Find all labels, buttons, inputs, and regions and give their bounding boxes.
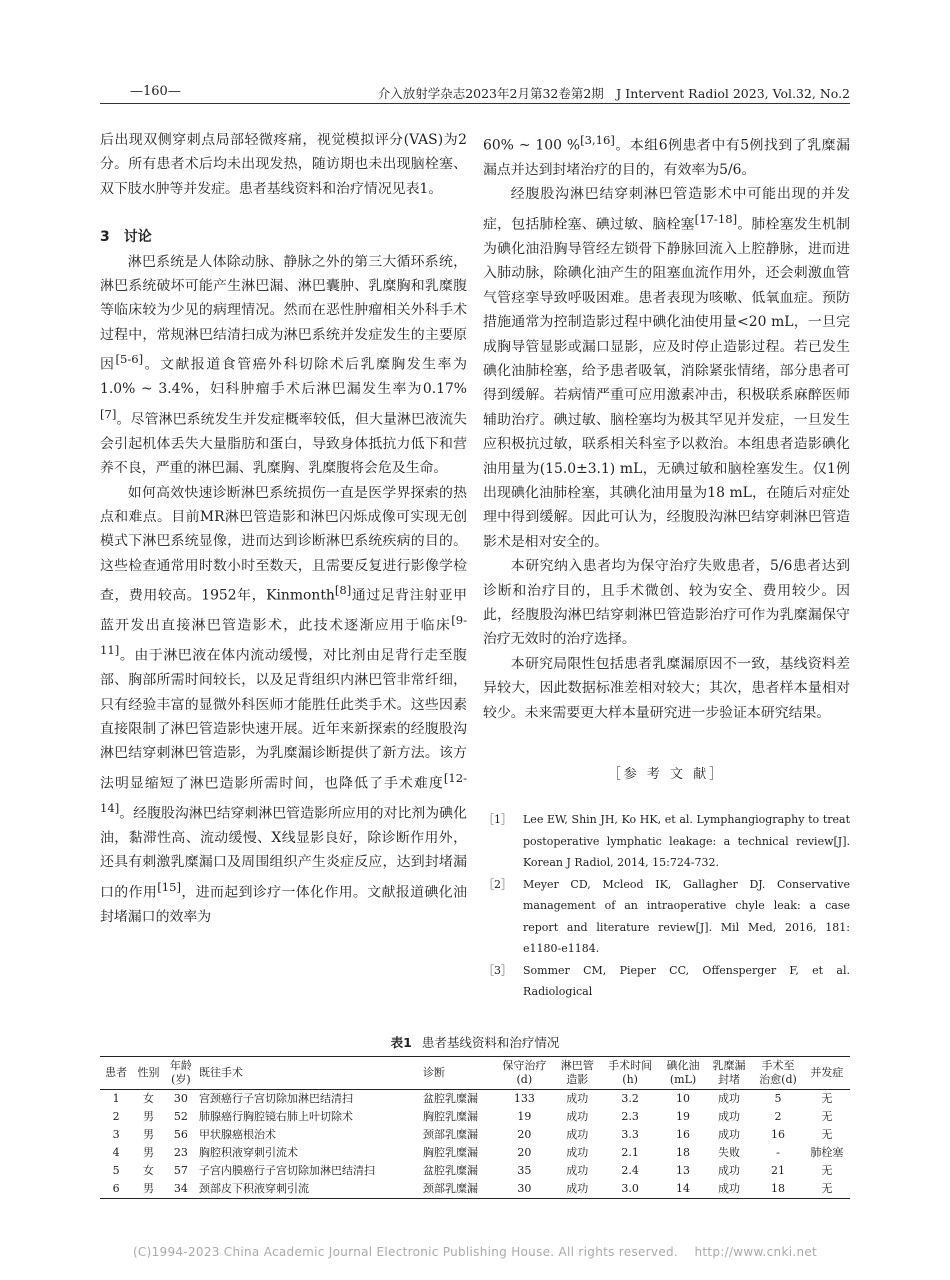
references-heading: ［参 考 文 献］	[607, 767, 726, 782]
section-heading: 3 讨论	[100, 229, 152, 246]
table-cell: 无	[821, 1092, 833, 1105]
table-cell: 成功	[566, 1146, 589, 1159]
table-cell: 2.3	[621, 1110, 639, 1123]
table-cell: 2	[774, 1110, 782, 1123]
table-cell: 5	[112, 1164, 120, 1177]
column-header: 诊断	[421, 1057, 494, 1090]
table-cell: 5	[774, 1092, 782, 1105]
paragraph: 如何高效快速诊断淋巴系统损伤一直是医学界探索的热点和难点。目前MR淋巴管造影和淋巴闪烁成像可实现无创模式下淋巴系统显像，进而达到诊断淋巴系统疾病的目的。这些检查通常用时数小时至数天，且需要反复进行影像学检查，费用较高。1952年，Kinmonth[8]通过足背注射亚甲蓝开发出直接淋巴管造影术，此技术逐渐应用于临床[9-11]。由于淋巴液在体内流动缓慢，对比剂由足背行走至腹部、胸部所需时间较长，以及足背组织内淋巴管非常纤细，只有经验丰富的显微外科医师才能胜任此类手术。这些因素直接限制了淋巴管造影快速开展。近年来新探索的经腹股沟淋巴结穿刺淋巴管造影，为乳糜漏诊断提供了新方法。该方法明显缩短了淋巴造影所需时间，也降低了手术难度[12-14]。经腹股沟淋巴结穿刺淋巴管造影所应用的对比剂为碘化油，黏滞性高、流动缓慢、X线显影良好，除诊断作用外，还具有刺激乳糜漏口及周围组织产生炎症反应，达到封堵漏口的作用[15]，进而起到诊疗一体化作用。文献报道碘化油封堵漏口的效率为	[100, 484, 467, 925]
paragraph: 淋巴系统是人体除动脉、静脉之外的第三大循环系统，淋巴系统破坏可能产生淋巴漏、淋巴囊肿、乳糜胸和乳糜腹等临床较为少见的病理情况。然而在恶性肿瘤相关外科手术过程中，常规淋巴结清扫成为淋巴系统并发症发生的主要原因[5-6]。文献报道食管癌外科切除术后乳糜胸发生率为1.0% ~ 3.4%，妇科肿瘤手术后淋巴漏发生率为0.17%[7]。尽管淋巴系统发生并发症概率较低，但大量淋巴液流失会引起机体丢失大量脂肪和蛋白，导致身体抵抗力低下和营养不良，严重的淋巴漏、乳糜胸、乳糜腹将会危及生命。	[100, 253, 467, 477]
table-cell: 成功	[718, 1110, 741, 1123]
table-cell: 成功	[718, 1092, 741, 1105]
table-cell: 无	[821, 1164, 833, 1177]
reference-text: Meyer CD, Mcleod IK, Gallagher DJ. Conservative management of an intraoperative chyle leak: a case report and literature review[J]. Mil Med, 2016, 181: e1180-e1184.	[523, 877, 850, 956]
table-cell: 胸腔积液穿刺引流术	[199, 1146, 299, 1159]
reference-text: Sommer CM, Pieper CC, Offensperger F, et al. Radiological	[523, 963, 850, 999]
table-cell: 成功	[566, 1128, 589, 1141]
table-cell: 21	[770, 1164, 785, 1177]
citation: [7]	[100, 406, 117, 421]
table-cell: 20	[517, 1128, 532, 1141]
table-cell: 34	[165, 1180, 197, 1199]
citation: [5-6]	[115, 352, 144, 367]
table-cell: 56	[173, 1128, 188, 1141]
column-header: 碘化油 (mL)	[660, 1057, 706, 1090]
table-cell: 16	[676, 1128, 690, 1141]
table-cell: 133	[513, 1092, 535, 1105]
table-row	[100, 1108, 850, 1126]
table-cell: 16	[770, 1128, 785, 1141]
citation: [12-14]	[100, 770, 467, 815]
column-header: 性别	[132, 1057, 164, 1090]
table-cell: 男	[143, 1128, 155, 1141]
table-cell: 52	[173, 1110, 188, 1123]
table-cell: 2.4	[621, 1164, 639, 1177]
table-caption: 表1 患者基线资料和治疗情况	[390, 1035, 560, 1050]
table-cell: 3.2	[621, 1092, 639, 1105]
column-header: 年龄 (岁)	[165, 1057, 197, 1090]
right-column	[483, 128, 850, 1003]
reference-text: Lee EW, Shin JH, Ko HK, et al. Lymphangiography to treat postoperative lymphatic leakage: a technical review[J]. Korean J Radiol, 2014, 15:724-732.	[523, 813, 850, 870]
patient-table	[100, 1056, 850, 1199]
table-cell: 甲状腺癌根治术	[199, 1128, 277, 1141]
table-cell: 30	[173, 1092, 188, 1105]
table-cell: 10	[676, 1092, 690, 1105]
table-cell: 颈部乳糜漏	[421, 1180, 494, 1199]
column-header: 手术时间 (h)	[600, 1057, 660, 1090]
citation: [15]	[157, 879, 181, 894]
table-cell: 57	[173, 1164, 188, 1177]
table-cell: 19	[517, 1110, 532, 1123]
table-cell: 男	[132, 1180, 164, 1199]
left-column	[100, 128, 467, 929]
table-cell: 14	[660, 1180, 706, 1199]
paragraph: 经腹股沟淋巴结穿刺淋巴管造影术中可能出现的并发症，包括肺栓塞、碘过敏、脑栓塞[17-18]。肺栓塞发生机制为碘化油沿胸导管经左锁骨下静脉回流入上腔静脉，进而进入肺动脉，除碘化油产生的阻塞血流作用外，还会刺激血管气管痉挛导致呼吸困难。患者表现为咳嗽、低氧血症。预防措施通常为控制造影过程中碘化油使用量<20 mL，一旦完成胸导管显影或漏口显影，应及时停止造影过程。若已发生碘化油肺栓塞，给予患者吸氧，消除紧张情绪，部分患者可得到缓解。若病情严重可应用激素冲击，积极联系麻醉医师辅助治疗。碘过敏、脑栓塞均为极其罕见并发症，一旦发生应积极抗过敏，联系相关科室予以救治。本组患者造影碘化油用量为(15.0±3.1) mL，无碘过敏和脑栓塞发生。仅1例出现碘化油肺栓塞，其碘化油用量为18 mL，在随后对症处理中得到缓解。因此可认为，经腹股沟淋巴结穿刺淋巴管造影术是相对安全的。	[483, 186, 850, 550]
reference-item	[483, 874, 850, 960]
column-header: 并发症	[804, 1057, 850, 1090]
table-cell: 13	[676, 1164, 690, 1177]
paragraph: 后出现双侧穿刺点局部轻微疼痛，视觉模拟评分(VAS)为2分。所有患者术后均未出现发热，随访期也未出现脑栓塞、双下肢水肿等并发症。患者基线资料和治疗情况见表1。	[100, 132, 467, 197]
column-header: 保守治疗 (d)	[494, 1057, 554, 1090]
paragraph: 60% ~ 100 %[3,16]。本组6例患者中有5例找到了乳糜漏漏点并达到封堵治疗的目的，有效率为5/6。	[483, 133, 850, 179]
table-cell: 女	[143, 1164, 155, 1177]
table-cell: 3.3	[621, 1128, 639, 1141]
table-cell: 18	[752, 1180, 804, 1199]
table-cell: 女	[143, 1092, 155, 1105]
table-cell: 2.1	[621, 1146, 639, 1159]
citation: [8]	[334, 583, 352, 598]
table-cell: 成功	[718, 1164, 741, 1177]
table-cell: 30	[494, 1180, 554, 1199]
column-header: 手术至 治愈(d)	[752, 1057, 804, 1090]
table-cell: 2	[112, 1110, 120, 1123]
table-cell: 胸腔乳糜漏	[423, 1146, 479, 1159]
table-cell: 肺栓塞	[810, 1146, 844, 1159]
reference-item	[483, 809, 850, 874]
paragraph: 本研究纳入患者均为保守治疗失败患者，5/6患者达到诊断和治疗目的，且手术微创、较为安全、费用较少。因此，经腹股沟淋巴结穿刺淋巴管造影治疗可作为乳糜漏保守治疗无效时的治疗选择。	[483, 558, 850, 648]
table-cell: 成功	[566, 1164, 589, 1177]
table-cell: 盆腔乳糜漏	[423, 1092, 479, 1105]
citation: [9-11]	[100, 613, 467, 658]
table-cell: 肺腺癌行胸腔镜右肺上叶切除术	[199, 1110, 354, 1123]
column-header: 患者	[100, 1057, 132, 1090]
table-cell: 6	[100, 1180, 132, 1199]
table-cell: 失败	[718, 1146, 741, 1159]
table-cell: 无	[821, 1128, 833, 1141]
table-cell: 胸腔乳糜漏	[423, 1110, 479, 1123]
table-row	[100, 1162, 850, 1180]
table-cell: 3.0	[600, 1180, 660, 1199]
copyright-footer: (C)1994-2023 China Academic Journal Electronic Publishing House. All rights reserved. http://www.cnki.net	[132, 1245, 818, 1259]
table-cell: 成功	[718, 1128, 741, 1141]
table-cell: 19	[676, 1110, 690, 1123]
table-cell: 35	[517, 1164, 532, 1177]
table-cell: 1	[112, 1092, 120, 1105]
table-row	[100, 1180, 850, 1199]
header-rule	[100, 103, 850, 104]
table-cell: 3	[112, 1128, 120, 1141]
table-cell: 23	[173, 1146, 188, 1159]
reference-list	[483, 809, 850, 1003]
table-row	[100, 1090, 850, 1109]
paragraph: 本研究局限性包括患者乳糜漏原因不一致，基线资料差异较大，因此数据标准差相对较大；其次，患者样本量相对较少。未来需要更大样本量研究进一步验证本研究结果。	[483, 655, 850, 721]
table-row	[100, 1144, 850, 1162]
table-cell: 无	[804, 1180, 850, 1199]
table-cell: 20	[517, 1146, 532, 1159]
table-cell: 4	[112, 1146, 120, 1159]
table-cell: 18	[676, 1146, 690, 1159]
reference-number: ［3］	[483, 963, 512, 977]
page-number: —160—	[130, 84, 181, 99]
table-cell: -	[776, 1146, 780, 1159]
table-cell: 盆腔乳糜漏	[423, 1164, 479, 1177]
table-cell: 成功	[566, 1110, 589, 1123]
reference-number: ［2］	[483, 877, 512, 891]
table-cell: 成功	[554, 1180, 600, 1199]
table-cell: 男	[143, 1146, 155, 1159]
table-cell: 颈部乳糜漏	[423, 1128, 479, 1141]
reference-item	[483, 960, 850, 1003]
table-cell: 成功	[566, 1092, 589, 1105]
table-row	[100, 1126, 850, 1144]
table-cell: 颈部皮下积液穿刺引流	[197, 1180, 421, 1199]
column-header: 既往手术	[197, 1057, 421, 1090]
journal-header: 介入放射学杂志2023年2月第32卷第2期 J Intervent Radiol 2023, Vol.32, No.2	[377, 86, 850, 101]
column-header: 乳糜漏 封堵	[706, 1057, 752, 1090]
table-cell: 无	[821, 1110, 833, 1123]
table-cell: 男	[143, 1110, 155, 1123]
table-cell: 宫颈癌行子宫切除加淋巴结清扫	[199, 1092, 354, 1105]
column-header: 淋巴管 造影	[554, 1057, 600, 1090]
table-cell: 子宫内膜癌行子宫切除加淋巴结清扫	[199, 1164, 376, 1177]
reference-number: ［1］	[483, 813, 512, 827]
citation: [3,16]	[580, 133, 615, 147]
citation: [17-18]	[694, 211, 738, 226]
table-cell: 成功	[706, 1180, 752, 1199]
